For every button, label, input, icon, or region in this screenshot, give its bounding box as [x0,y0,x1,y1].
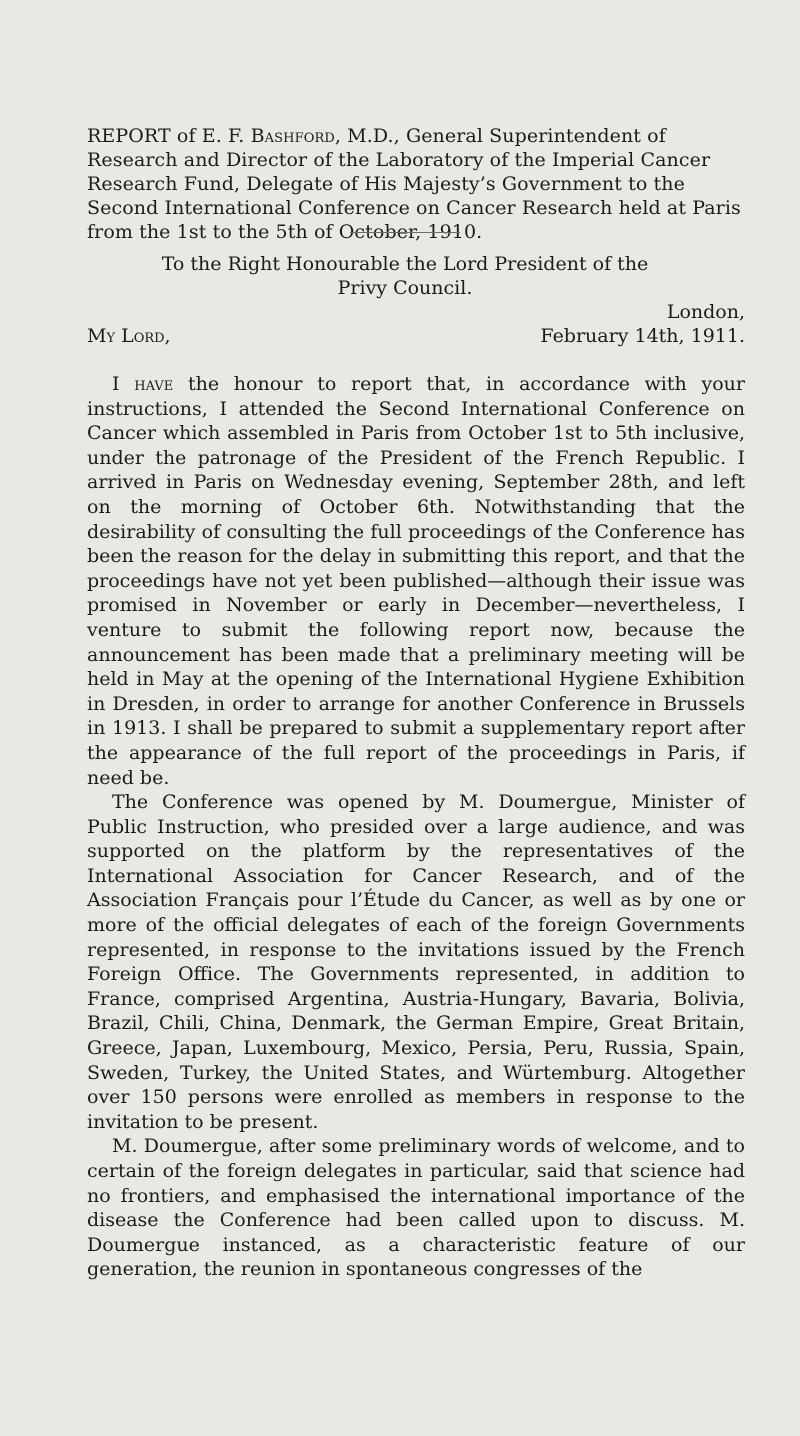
heading-rest: , M.D., General Superintendent of Research and Director of the Laboratory of the Imperial Cancer Research Fund, Delegate of His Majesty’s Government to the Second International Conference on Cancer Research held at Paris from the 1st to the 5th of October, 1910. [87,125,741,243]
paragraph-3: M. Doumergue, after some preliminary words of welcome, and to certain of the foreign delegates in particular, said that science had no frontiers, and emphasised the international importance of the disease the Conference had been called upon to discuss. M. Doumergue instanced, as a characteristic feature of our generation, the reunion in spontaneous congresses of the [87,1135,745,1281]
heading-author-name: Bashford [250,125,335,147]
place: London, [666,301,745,323]
paragraph-1-opening: I have [112,373,174,395]
report-body [87,372,745,1282]
heading-lead: REPORT of E. F. [87,125,251,147]
address-line-1: To the Right Honourable the Lord President of the [161,253,649,275]
address-line-2: Privy Council. [337,277,473,299]
paragraph-1-text: the honour to report that, in accordance with your instructions, I attended the Second International Conference on Cancer which assembled in Paris from October 1st to 5th inclusive, under the patronage of the President of the French Republic. I arrived in Paris on Wednesday evening, September 28th, and left on the morning of October 6th. Notwithstanding that the desirability of consulting the full proceedings of the Conference has been the reason for the delay in submitting this report, and that the proceedings have not yet been published—although their issue was promised in November or early in December—nevertheless, I venture to submit the following report now, because the announcement has been made that a preliminary meeting will be held in May at the opening of the International Hygiene Exhibition in Dresden, in order to arrange for another Conference in Brussels in 1913. I shall be prepared to submit a supplementary report after the appearance of the full report of the proceedings in Paris, if need be. [87,373,745,789]
letter-date: February 14th, 1911. [540,325,745,347]
salutation: My Lord, [87,325,171,347]
separator-rule [350,232,460,233]
dateline-block [87,300,745,348]
address-block [135,252,675,300]
report-heading [87,124,745,244]
paragraph-1 [87,372,745,790]
paragraph-2: The Conference was opened by M. Doumergue, Minister of Public Instruction, who presided over a large audience, and was supported on the platform by the representatives of the International Association for Cancer Research, and of the Association Français pour l’Étude du Cancer, as well as by one or more of the official delegates of each of the foreign Governments represented, in response to the invitations issued by the French Foreign Office. The Governments represented, in addition to France, comprised Argentina, Austria-Hungary, Bavaria, Bolivia, Brazil, Chili, China, Denmark, the German Empire, Great Britain, Greece, Japan, Luxembourg, Mexico, Persia, Peru, Russia, Spain, Sweden, Turkey, the United States, and Würtemburg. Altogether over 150 persons were enrolled as members in response to the invitation to be present. [87,791,745,1133]
salutation-row [87,324,745,348]
